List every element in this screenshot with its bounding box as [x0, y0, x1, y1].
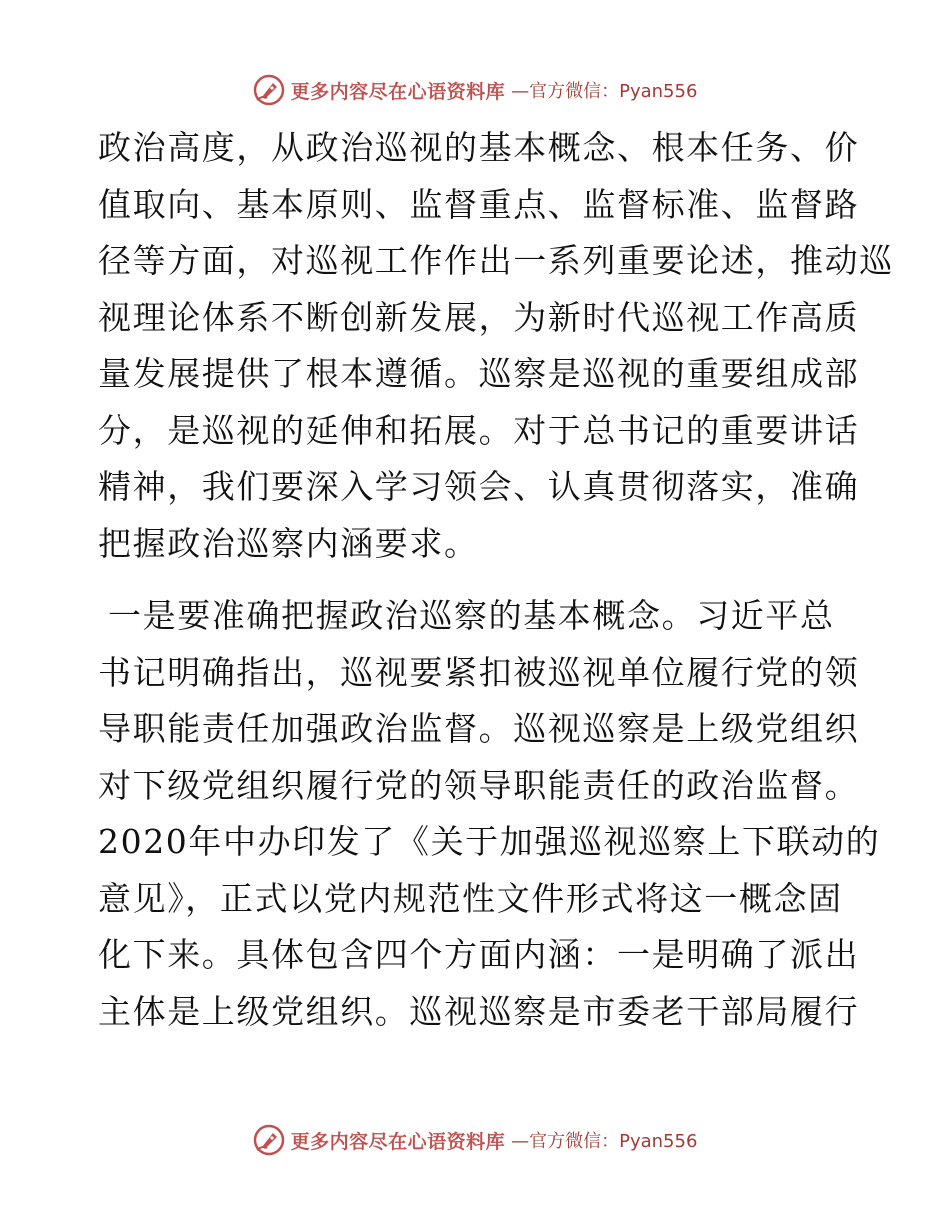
- text-line: 把握政治巡察内涵要求。: [98, 523, 479, 563]
- text-line: 书记明确指出，巡视要紧扣被巡视单位履行党的领: [98, 652, 860, 692]
- footer-banner-wechat: —官方微信：Pyan556: [511, 1131, 698, 1152]
- text-line: 主体是上级党组织。巡视巡察是市委老干部局履行: [98, 991, 860, 1031]
- text-line: 一是要准确把握政治巡察的基本概念。习近平总: [108, 596, 835, 635]
- text-line: 值取向、基本原则、监督重点、监督标准、监督路: [98, 184, 860, 224]
- paragraph-2: [98, 588, 881, 1040]
- text-line: 径等方面，对巡视工作作出一系列重要论述，推动巡: [98, 241, 894, 280]
- text-line: 精神，我们要深入学习领会、认真贯彻落实，准确: [98, 467, 860, 506]
- text-line: 政治高度，从政治巡视的基本概念、根本任务、价: [98, 128, 860, 167]
- pen-nib-logo-icon: [253, 74, 285, 106]
- header-banner-wechat: —官方微信：Pyan556: [511, 81, 698, 102]
- footer-banner: [0, 1120, 950, 1160]
- header-banner-text: 更多内容尽在心语资料库: [290, 80, 506, 103]
- footer-banner-text: 更多内容尽在心语资料库: [290, 1130, 506, 1153]
- text-line: 量发展提供了根本遵循。巡察是巡视的重要组成部: [98, 354, 860, 393]
- text-line: 化下来。具体包含四个方面内涵：一是明确了派出: [98, 935, 860, 974]
- document-body: [98, 120, 894, 1040]
- text-line: 导职能责任加强政治监督。巡视巡察是上级党组织: [98, 709, 860, 748]
- text-line: 对下级党组织履行党的领导职能责任的政治监督。: [98, 765, 860, 805]
- text-line: 意见》，正式以党内规范性文件形式将这一概念固: [98, 878, 843, 918]
- paragraph-1: [98, 120, 894, 572]
- text-line: 分，是巡视的延伸和拓展。对于总书记的重要讲话: [98, 410, 860, 450]
- text-line: 视理论体系不断创新发展，为新时代巡视工作高质: [98, 297, 860, 337]
- header-banner: [0, 70, 950, 110]
- text-line: 2020年中办印发了《关于加强巡视巡察上下联动的: [98, 822, 881, 861]
- pen-nib-logo-icon: [253, 1124, 285, 1156]
